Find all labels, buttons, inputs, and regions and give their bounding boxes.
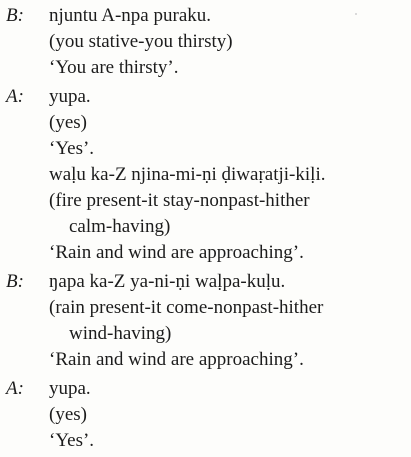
- utterance-line: yupa.: [49, 86, 91, 107]
- translation-line: ‘Rain and wind are approaching’.: [49, 349, 304, 370]
- speaker-label: A:: [6, 86, 24, 107]
- dialogue-transcript: [0, 3, 411, 454]
- dialogue-turn: [6, 84, 411, 266]
- utterance-line: yupa.: [49, 378, 91, 399]
- utterance-line: njuntu A-npa puraku.: [49, 5, 212, 26]
- gloss-line: calm-having): [69, 216, 171, 237]
- utterance-lines: [49, 376, 411, 454]
- gloss-line: (you stative-you thirsty): [49, 31, 233, 52]
- gloss-line: (yes): [49, 404, 87, 425]
- gloss-line: wind-having): [69, 323, 172, 344]
- utterance-lines: [49, 269, 411, 373]
- speaker-label: B:: [6, 271, 24, 292]
- dialogue-turn: [6, 3, 411, 81]
- utterance-line: ŋapa ka-Z ya-ni-ṇi waḷpa-kuḷu.: [49, 271, 286, 292]
- gloss-line: (fire present-it stay-nonpast-hither: [49, 190, 310, 211]
- gloss-line: (yes): [49, 112, 87, 133]
- translation-line: ‘Yes’.: [49, 430, 95, 451]
- translation-line: ‘Yes’.: [49, 138, 95, 159]
- translation-line: ‘You are thirsty’.: [49, 57, 179, 78]
- speaker-label: A:: [6, 378, 24, 399]
- utterance-line: waḷu ka-Z njina-mi-ṇi ḍiwaṛatji-kiḷi.: [49, 164, 326, 185]
- translation-line: ‘Rain and wind are approaching’.: [49, 242, 304, 263]
- utterance-lines: [49, 84, 411, 266]
- dialogue-turn: [6, 376, 411, 454]
- utterance-lines: [49, 3, 411, 81]
- dialogue-turn: [6, 269, 411, 373]
- speaker-label: B:: [6, 5, 24, 26]
- gloss-line: (rain present-it come-nonpast-hither: [49, 297, 324, 318]
